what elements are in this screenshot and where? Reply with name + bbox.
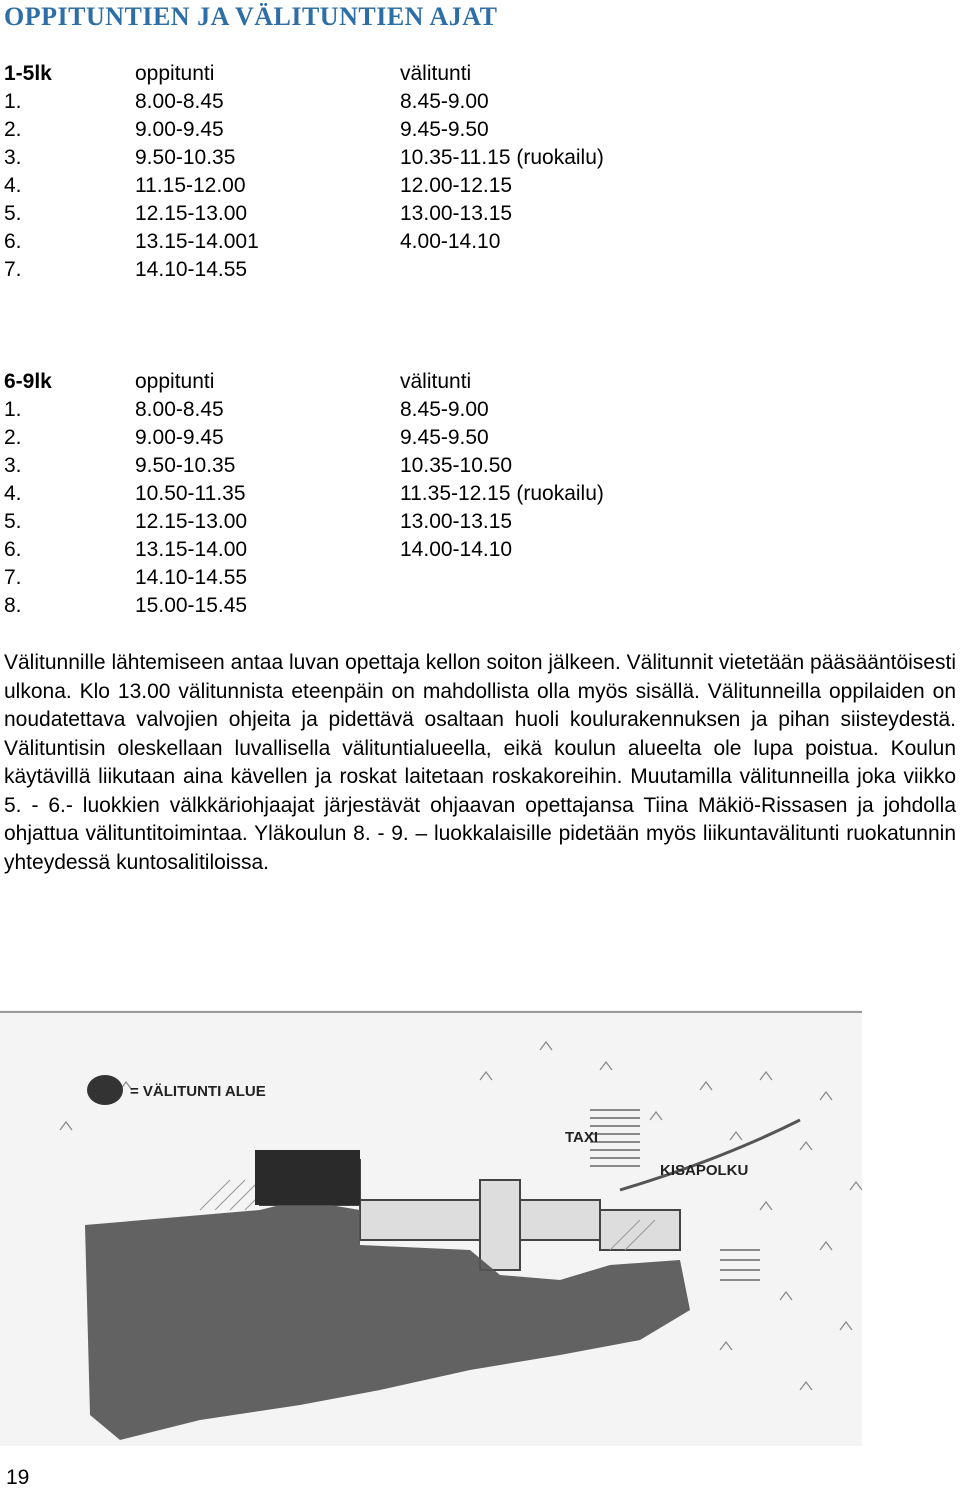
- lesson-time: 10.50-11.35: [135, 482, 246, 505]
- lesson-time: 12.15-13.00: [135, 202, 248, 225]
- period-number: 4.: [4, 174, 22, 197]
- period-number: 6.: [4, 538, 22, 561]
- break-time: 8.45-9.00: [400, 398, 489, 421]
- lesson-time: 15.00-15.45: [135, 594, 248, 617]
- period-number: 3.: [4, 454, 22, 477]
- period-number: 7.: [4, 258, 22, 281]
- break-column-header: välitunti: [400, 62, 472, 85]
- group-label: 1-5lk: [4, 62, 52, 85]
- break-time: 12.00-12.15: [400, 174, 513, 197]
- lesson-column-header: oppitunti: [135, 62, 215, 85]
- lesson-time: 9.00-9.45: [135, 426, 224, 449]
- period-number: 8.: [4, 594, 22, 617]
- group-label: 6-9lk: [4, 370, 52, 393]
- lesson-time: 13.15-14.00: [135, 538, 248, 561]
- lesson-time: 14.10-14.55: [135, 566, 248, 589]
- map-legend-label: = VÄLITUNTI ALUE: [130, 1083, 266, 1100]
- lesson-time: 12.15-13.00: [135, 510, 248, 533]
- break-time: 8.45-9.00: [400, 90, 489, 113]
- break-time: 10.35-10.50: [400, 454, 513, 477]
- period-number: 5.: [4, 202, 22, 225]
- recess-area-map: [0, 1010, 862, 1446]
- lesson-time: 9.50-10.35: [135, 146, 236, 169]
- lesson-time: 9.50-10.35: [135, 454, 236, 477]
- break-time: 11.35-12.15 (ruokailu): [400, 482, 604, 505]
- lesson-time: 8.00-8.45: [135, 398, 224, 421]
- break-time: 10.35-11.15 (ruokailu): [400, 146, 604, 169]
- break-column-header: välitunti: [400, 370, 472, 393]
- break-time: 13.00-13.15: [400, 510, 513, 533]
- lesson-time: 13.15-14.001: [135, 230, 259, 253]
- break-time: 13.00-13.15: [400, 202, 513, 225]
- period-number: 2.: [4, 426, 22, 449]
- break-rules-paragraph: Välitunnille lähtemiseen antaa luvan opettaja kellon soiton jälkeen. Välitunnit vietetään pääsääntöisesti ulkona. Klo 13.00 välitunnista eteenpäin on mahdollista olla myös sisällä. Välitunneilla oppilaiden on noudatettava valvojien ohjeita ja pidettävä osaltaan huoli koulurakennuksen ja pihan siisteydestä. Välituntisin oleskellaan luvallisella välituntialueella, eikä koulun alueelta ole lupa poistua. Koulun käytävillä liikutaan aina kävellen ja roskat laitetaan roskakoreihin. Muutamilla välitunneilla joka viikko 5. - 6.- luokkien välkkäriohjaajat järjestävät ohjaavan opettajansa Tiina Mäkiö-Rissasen ja johdolla ohjattua välituntitoimintaa. Yläkoulun 8. - 9. – luokkalaisille pidetään myös liikuntavälitunti ruokatunnin yhteydessä kuntosalitiloissa.: [4, 651, 956, 874]
- page-title: OPPITUNTIEN JA VÄLITUNTIEN AJAT: [4, 2, 498, 31]
- period-number: 1.: [4, 90, 22, 113]
- legend-swatch: [87, 1075, 123, 1105]
- period-number: 6.: [4, 230, 22, 253]
- lesson-time: 8.00-8.45: [135, 90, 224, 113]
- period-number: 5.: [4, 510, 22, 533]
- taxi-label: TAXI: [565, 1129, 599, 1146]
- lesson-column-header: oppitunti: [135, 370, 215, 393]
- period-number: 1.: [4, 398, 22, 421]
- break-time: 9.45-9.50: [400, 118, 489, 141]
- lesson-time: 14.10-14.55: [135, 258, 248, 281]
- dark-building-block: [255, 1150, 360, 1205]
- lesson-time: 9.00-9.45: [135, 118, 224, 141]
- street-label: KISAPOLKU: [660, 1162, 749, 1179]
- period-number: 3.: [4, 146, 22, 169]
- lesson-time: 11.15-12.00: [135, 174, 246, 197]
- period-number: 7.: [4, 566, 22, 589]
- break-time: 4.00-14.10: [400, 230, 501, 253]
- page-number: 19: [6, 1466, 30, 1489]
- break-time: 9.45-9.50: [400, 426, 489, 449]
- period-number: 4.: [4, 482, 22, 505]
- period-number: 2.: [4, 118, 22, 141]
- break-time: 14.00-14.10: [400, 538, 513, 561]
